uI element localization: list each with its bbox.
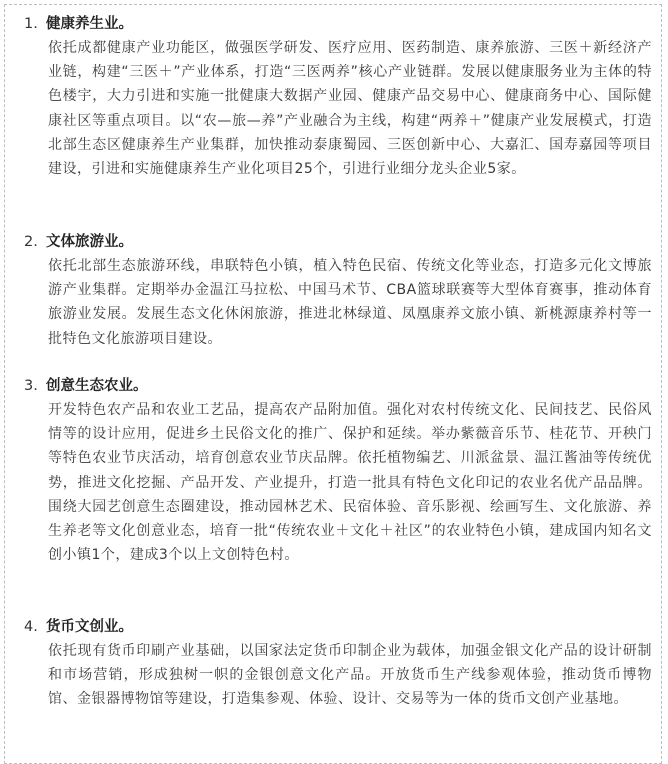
section-body: 依托现有货币印刷产业基础，以国家法定货币印制企业为载体，加强金银文化产品的设计研制和市场营销，形成独树一帜的金银创意文化产品。开放货币生产线参观体验，推动货币博物馆、金银器博物馆等建设，打造集参观、体验、设计、交易等为一体的货币文创产业基地。 — [48, 643, 652, 708]
section-title: 货币文创业。 — [46, 619, 133, 635]
section-title: 创意生态农业。 — [46, 378, 148, 394]
section-body: 依托成都健康产业功能区，做强医学研发、医疗应用、医药制造、康养旅游、三医＋新经济产业链，构建“三医＋”产业体系，打造“三医两养”核心产业链群。发展以健康服务业为主体的特色楼宇，大力引进和实施一批健康大数据产业园、健康产品交易中心、健康商务中心、国际健康社区等重点项目。以“农—旅—养”产业融合为主线，构建“两养＋”健康产业发展模式，打造北部生态区健康养生产业集群，加快推动泰康蜀园、三医创新中心、大嘉汇、国寿嘉园等项目建设，引进和实施健康养生产业化项目25个，引进行业细分龙头企业5家。 — [48, 40, 652, 178]
section-number: 3. — [24, 378, 38, 394]
section-title: 健康养生业。 — [46, 16, 133, 32]
section-number: 2. — [24, 234, 38, 250]
section-culture-sports-tourism — [24, 232, 650, 351]
section-heading — [24, 376, 650, 396]
section-body: 依托北部生态旅游环线，串联特色小镇，植入特色民宿、传统文化等业态，打造多元化文博旅游产业集群。定期举办金温江马拉松、中国马术节、CBA篮球联赛等大型体育赛事，推动体育旅游业发展。发展生态文化休闲旅游，推进北林绿道、凤凰康养文旅小镇、新桃源康养村等一批特色文化旅游项目建设。 — [48, 258, 652, 347]
section-creative-agriculture — [24, 376, 650, 567]
section-title: 文体旅游业。 — [46, 234, 133, 250]
section-heading — [24, 232, 650, 252]
section-body: 开发特色农产品和农业工艺品，提高农产品附加值。强化对农村传统文化、民间技艺、民俗风情等的设计应用，促进乡土民俗文化的推广、保护和延续。举办紫薇音乐节、桂花节、开秧门等特色农业节庆活动，培育创意农业节庆品牌。依托植物编艺、川派盆景、温江酱油等传统优势，推进文化挖掘、产品开发、产业提升，打造一批具有特色文化印记的农业名优产品品牌。围绕大园艺创意生态圈建设，推动园林艺术、民宿体验、音乐影视、绘画写生、文化旅游、养生养老等文化创意业态，培育一批“传统农业＋文化＋社区”的农业特色小镇，建成国内知名文创小镇1个，建成3个以上文创特色村。 — [48, 402, 652, 564]
section-currency-creative — [24, 617, 650, 712]
section-health — [24, 14, 650, 181]
section-heading — [24, 14, 650, 34]
section-number: 1. — [24, 16, 38, 32]
section-heading — [24, 617, 650, 637]
section-number: 4. — [24, 619, 38, 635]
